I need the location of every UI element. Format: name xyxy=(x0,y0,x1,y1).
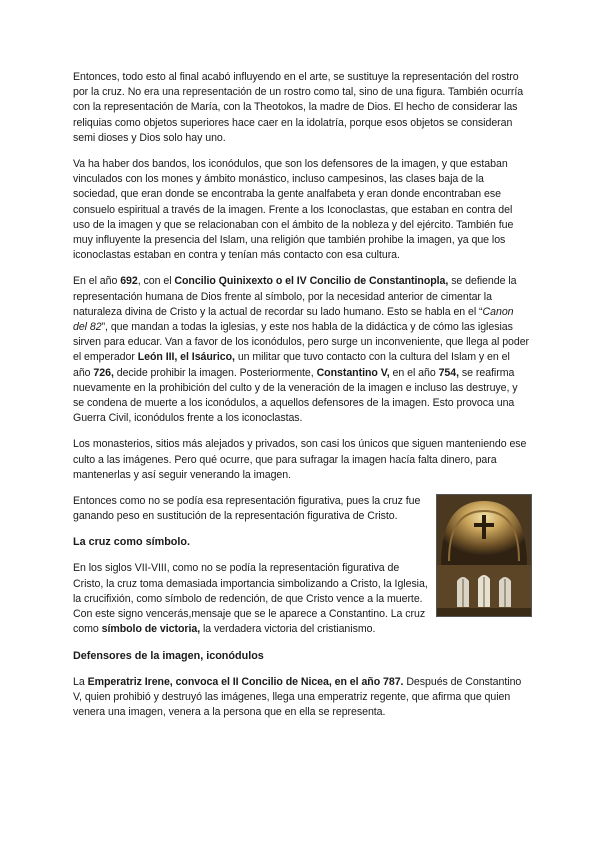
document-page xyxy=(73,70,530,720)
paragraph-cross-victory: En los siglos VII-VIII, como no se podía la representación figurativa de Cristo, la cruz toma demasiada importancia simbolizando a Cristo, la Iglesia, la crucifixión, como símbolo de redención, de que Cristo vence a la muerte. Con este signo vencerás,mensaje que se le aparece a Constantino. La cruz como símbolo de victoria, la verdadera victoria del cristianismo. xyxy=(73,562,428,636)
heading-iconodules: Defensores de la imagen, iconódulos xyxy=(73,649,264,662)
year-726: 726, xyxy=(93,366,114,379)
empress-irene: Emperatriz Irene, convoca el II Concilio de Nicea, en el año 787. xyxy=(87,675,404,688)
paragraph-monasteries: Los monasterios, sitios más alejados y privados, son casi los únicos que siguen manteniendo ese culto a las imágenes. Pero qué ocurre, que para sufragar la imagen hacía falta dinero, para mantenerlas y así seguir venerando la imagen. xyxy=(73,438,527,481)
paragraph-idolatry: Entonces, todo esto al final acabó influyendo en el arte, se sustituye la representación del rostro por la cruz. No era una representación de un rostro como tal, sino de una figura. También ocurría con la representación de María, con la Theotokos, la madre de Dios. El hecho de considerar las reliquias como objetos superiores hace caer en la idolatría, porque esos objetos se consideran semi dioses y Dios solo hay uno. xyxy=(73,71,524,144)
victory-symbol: símbolo de victoria, xyxy=(101,623,201,636)
heading-cross-symbol: La cruz como símbolo. xyxy=(73,536,190,549)
paragraph-irene: La Emperatriz Irene, convoca el II Concilio de Nicea, en el año 787. Después de Constantino V, quien prohibió y destruyó las imágenes, llega una emperatriz regente, que afirma que quien venera una imagen, venera a la persona que en ella se representa. xyxy=(73,675,522,718)
paragraph-councils: En el año 692, con el Concilio Quinixexto o el IV Concilio de Constantinopla, se defiende la representación humana de Dios frente al símbolo, por la necesidad anterior de cimentar la naturaleza divina de Cristo y la actual de recordar su lado humano. Esto se habla en el “Canon del 82”, que mandan a todas la iglesias, y este nos habla de la didáctica y de cómo las iglesias sirven para educar. Van a favor de los iconódulos, pero surge un inconveniente, que llega al poder el emperador León III, el Isáurico, un militar que tuvo contacto con la cultura del Islam y en el año 726, decide prohibir la imagen. Posteriormente, Constantino V, en el año 754, se reafirma nuevamente en la prohibición del culto y de la veneración de la imagen e incluso las destruye, y se condena de muerte a los iconódulos, a aquellos defensores de la imagen. Esto provoca una Guerra Civil, iconódulos frente a los iconoclastas. xyxy=(73,275,530,425)
council-quinisext: Concilio Quinixexto o el IV Concilio de Constantinopla, xyxy=(174,275,449,288)
paragraph-two-sides: Va ha haber dos bandos, los iconódulos, que son los defensores de la imagen, y que estaban vinculados con los mones y ámbito monástico, incluso campesinos, las clases baja de la sociedad, que eran donde se encontraba la gente analfabeta y eran donde encontraban ese consuelo espiritual a través de la imagen. Frente a los Iconoclastas, que estaban en contra del uso de la imagen y que se relacionaban con el ámbito de la nobleza y del ejército. También fue muy influyente la presencia del Islam, una religión que también prohibe la imagen, ya que los iconoclastas estaban en contra y tenían más contacto con esa cultura. xyxy=(73,158,514,262)
paragraph-cross-weight: Entonces como no se podía esa representación figurativa, pues la cruz fue ganando peso en sustitución de la representación figurativa de Cristo. xyxy=(73,495,421,523)
leo-iii: León III, el Isáurico, xyxy=(137,351,235,364)
constantine-v: Constantino V, xyxy=(316,366,390,379)
canon-82: Canon del 82 xyxy=(73,305,514,334)
church-apse-image xyxy=(436,494,532,617)
year-754: 754, xyxy=(438,366,459,379)
cross-section xyxy=(73,494,530,637)
year-692: 692 xyxy=(120,275,138,288)
